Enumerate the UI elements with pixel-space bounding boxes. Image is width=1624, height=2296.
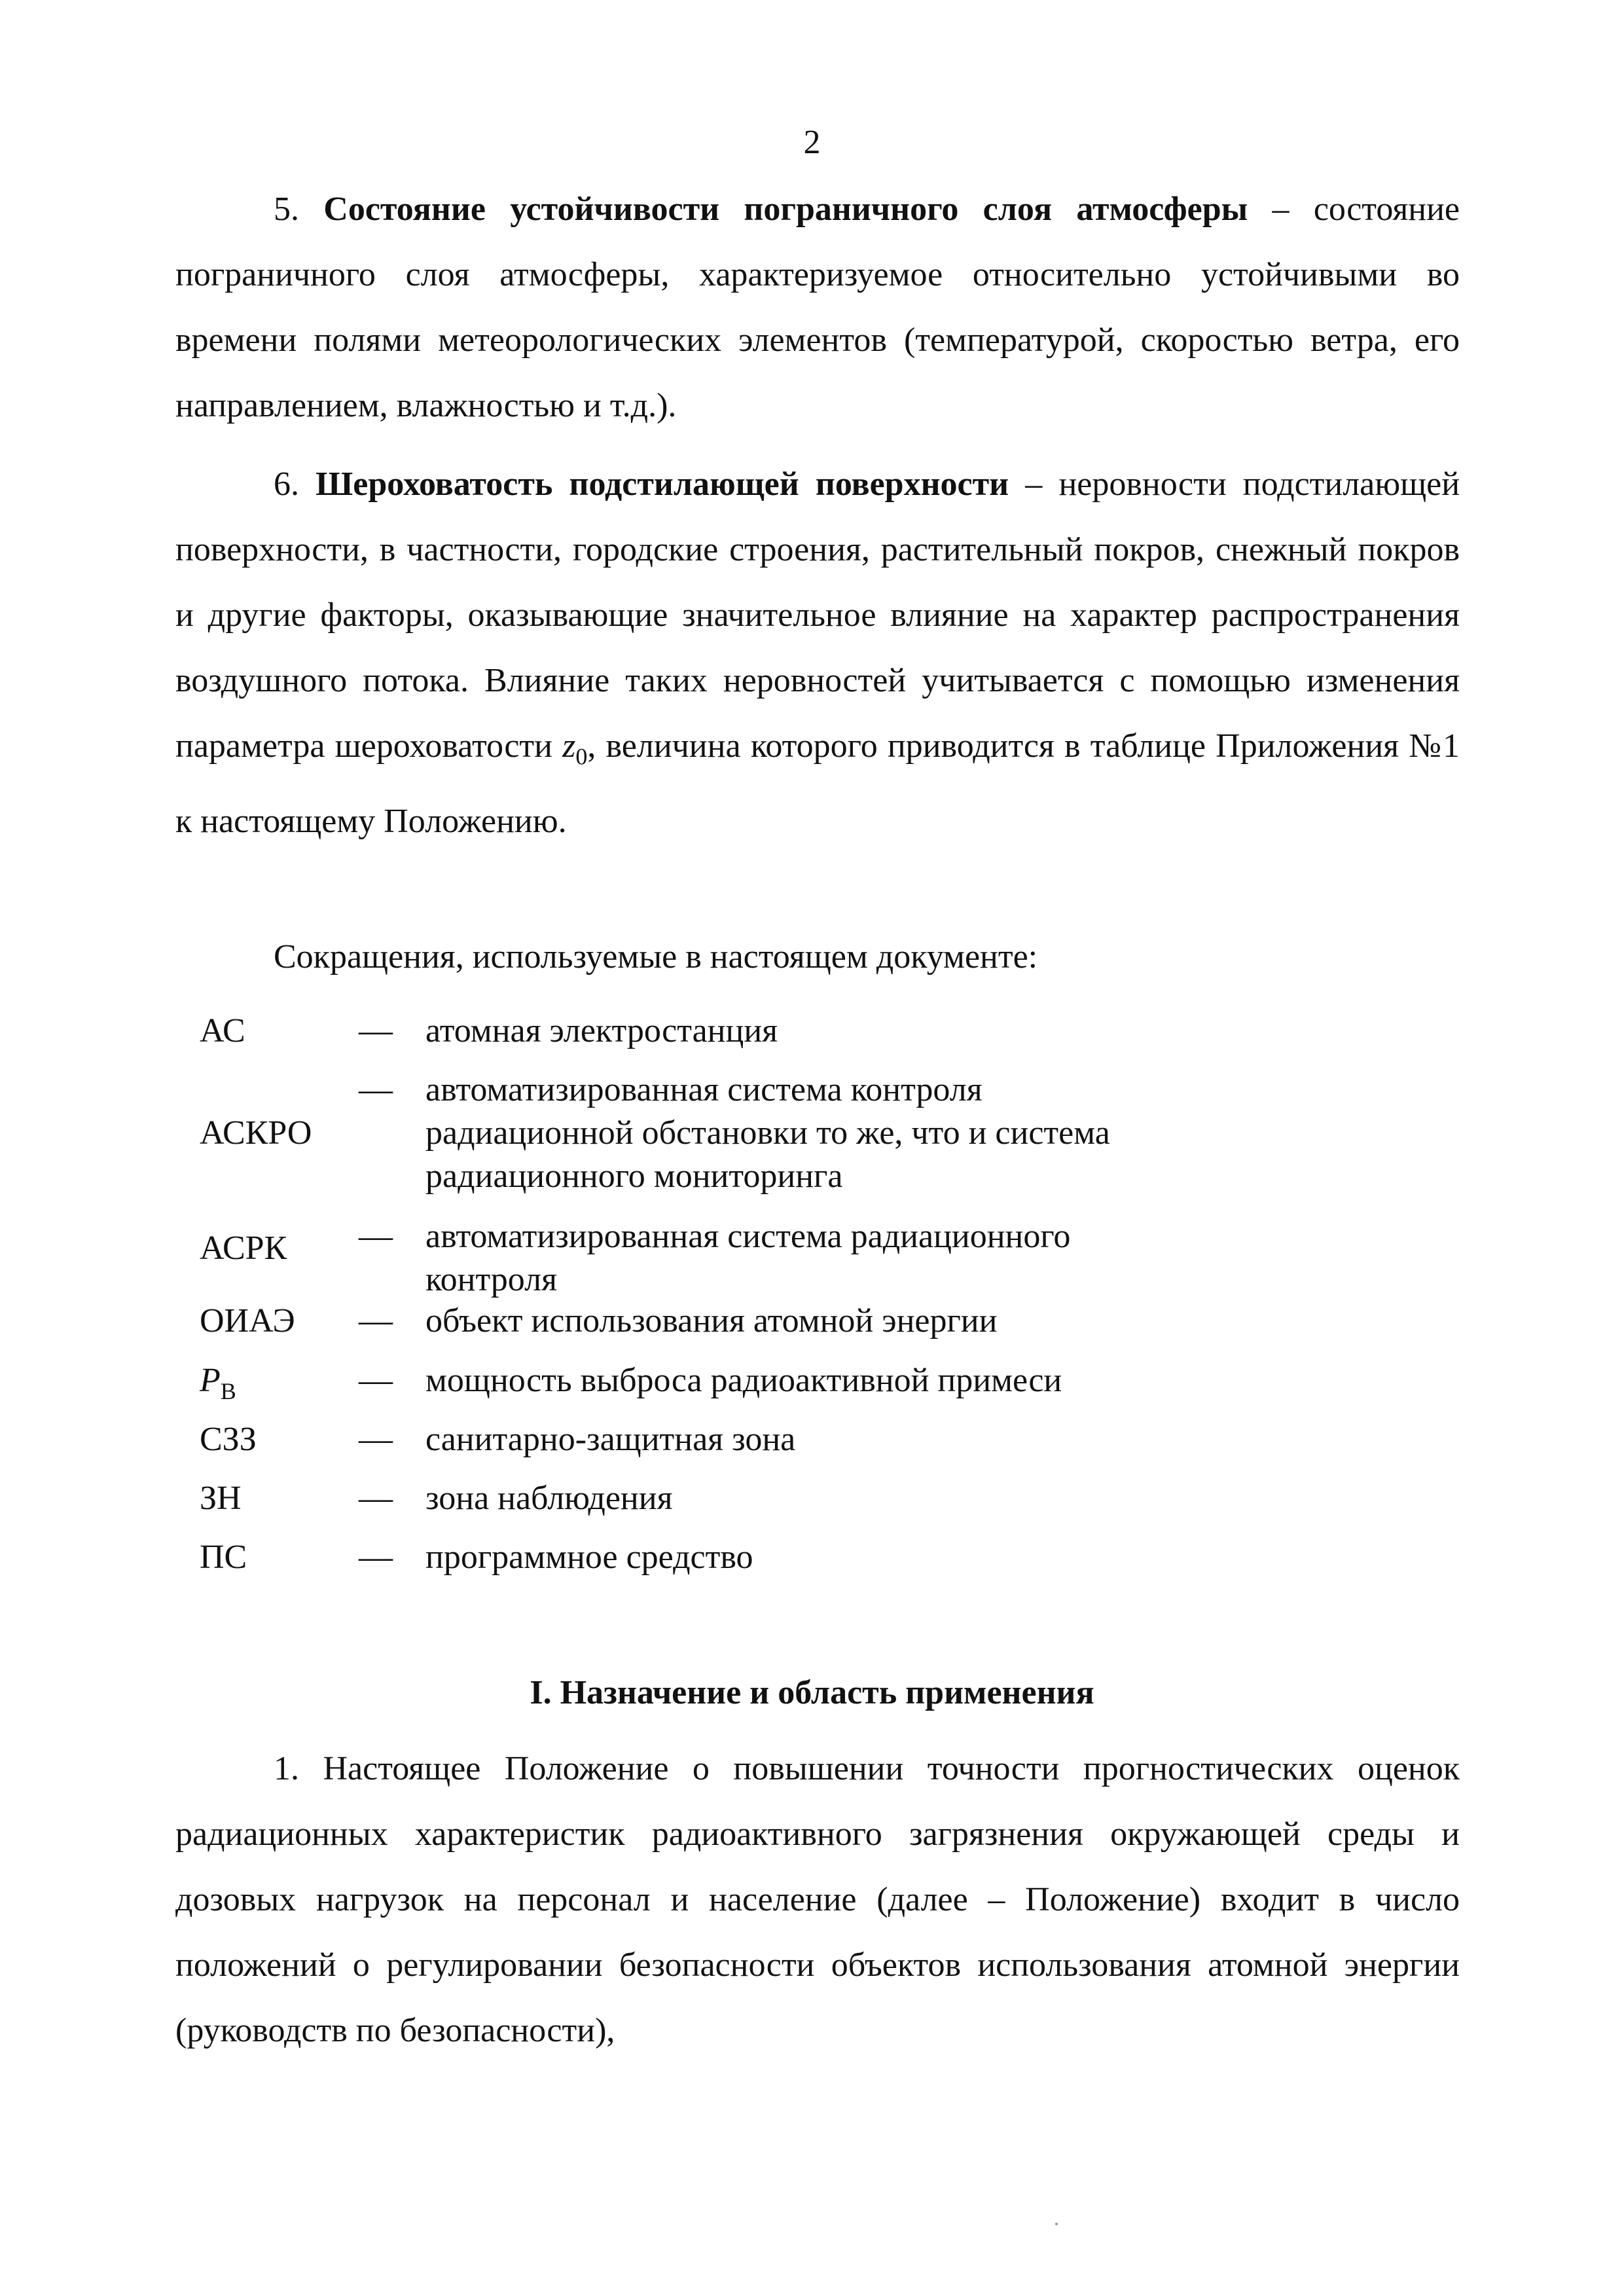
section-paragraph-1: 1. Настоящее Положение о повышении точности прогностических оценок радиационных характеристик радиоактивного загрязнения окружающей среды и дозовых нагрузок на персонал и население (далее – Положение) входит в число положений о регулировании безопасности объектов использования атомной энергии (руководств по безопасности),: [175, 1750, 1460, 2049]
abbreviation-row: [0, 1068, 1624, 1199]
abbreviation-dash: —: [359, 1071, 393, 1108]
abbreviation-definition: атомная электростанция: [425, 1012, 778, 1049]
abbreviation-term: ЗН: [200, 1480, 242, 1517]
abbreviation-row: [0, 1215, 1624, 1303]
abbreviation-definition: санитарно-защитная зона: [425, 1421, 796, 1458]
abbreviation-term: СЗЗ: [200, 1421, 257, 1458]
item-5-term: Состояние устойчивости пограничного слоя атмосферы: [323, 191, 1248, 228]
abbreviation-row: [0, 1477, 1624, 1523]
abbreviation-dash: —: [359, 1218, 393, 1255]
abbreviation-dash: —: [359, 1302, 393, 1339]
item-6-term: Шероховатость подстилающей поверхности: [316, 465, 1009, 503]
abbreviation-definition: объект использования атомной энергии: [425, 1302, 998, 1339]
page-number: 2: [803, 124, 821, 161]
abbreviation-term: АСРК: [200, 1230, 287, 1267]
abbreviation-term: АС: [200, 1012, 245, 1049]
abbreviation-definition: автоматизированная система радиационного контроля: [425, 1218, 1071, 1298]
scan-speck: [1055, 2223, 1058, 2225]
abbreviation-row: [0, 1300, 1624, 1345]
abbreviations-intro: Сокращения, используемые в настоящем документе:: [274, 938, 1038, 975]
abbreviation-dash: —: [359, 1480, 393, 1517]
abbreviation-dash: —: [359, 1012, 393, 1049]
definition-item-5: [175, 177, 1460, 439]
abbreviation-dash: —: [359, 1539, 393, 1576]
abbreviation-row: [0, 1010, 1624, 1055]
abbreviation-dash: —: [359, 1421, 393, 1458]
abbreviation-term: АСКРО: [200, 1114, 312, 1152]
item-5-dash: –: [1272, 191, 1290, 228]
item-6-dash: –: [1025, 465, 1043, 503]
abbreviation-term: ОИАЭ: [200, 1302, 295, 1339]
abbreviation-row: [0, 1359, 1624, 1405]
item-6-definition-end: , величина которого приводится в таблице Приложения №1 к настоящему Положению.: [175, 727, 1460, 841]
abbreviation-definition: мощность выброса радиоактивной примеси: [425, 1362, 1062, 1399]
abbreviation-dash: —: [359, 1362, 393, 1399]
abbreviation-row: [0, 1418, 1624, 1464]
item-5-definition: состояние пограничного слоя атмосферы, характеризуемое относительно устойчивыми во времени полями метеорологических элементов (температурой, скоростью ветра, его направлением, влажностью и т.д.).: [175, 191, 1460, 424]
item-6-number: 6.: [274, 465, 299, 503]
item-5-number: 5.: [274, 191, 299, 228]
roughness-parameter-symbol: $z_0$: [562, 727, 588, 770]
item-6-definition-start: неровности подстилающей поверхности, в частности, городские строения, растительный покров, снежный покров и другие факторы, оказывающие значительное влияние на характер распространения воздушного потока. Влияние таких неровностей учитывается с помощью изменения параметра шероховатости: [175, 465, 1460, 765]
abbreviation-row: [0, 1536, 1624, 1582]
abbreviation-term-emission-power: $P_В$: [200, 1362, 236, 1404]
section-heading: I. Назначение и область применения: [530, 1674, 1094, 1711]
abbreviation-definition: зона наблюдения: [425, 1480, 673, 1517]
abbreviation-definition: автоматизированная система контроля радиационной обстановки то же, что и система радиационного мониторинга: [425, 1071, 1110, 1195]
abbreviation-definition: программное средство: [425, 1539, 753, 1576]
abbreviation-term: ПС: [200, 1539, 247, 1576]
definition-item-6: [175, 452, 1460, 854]
